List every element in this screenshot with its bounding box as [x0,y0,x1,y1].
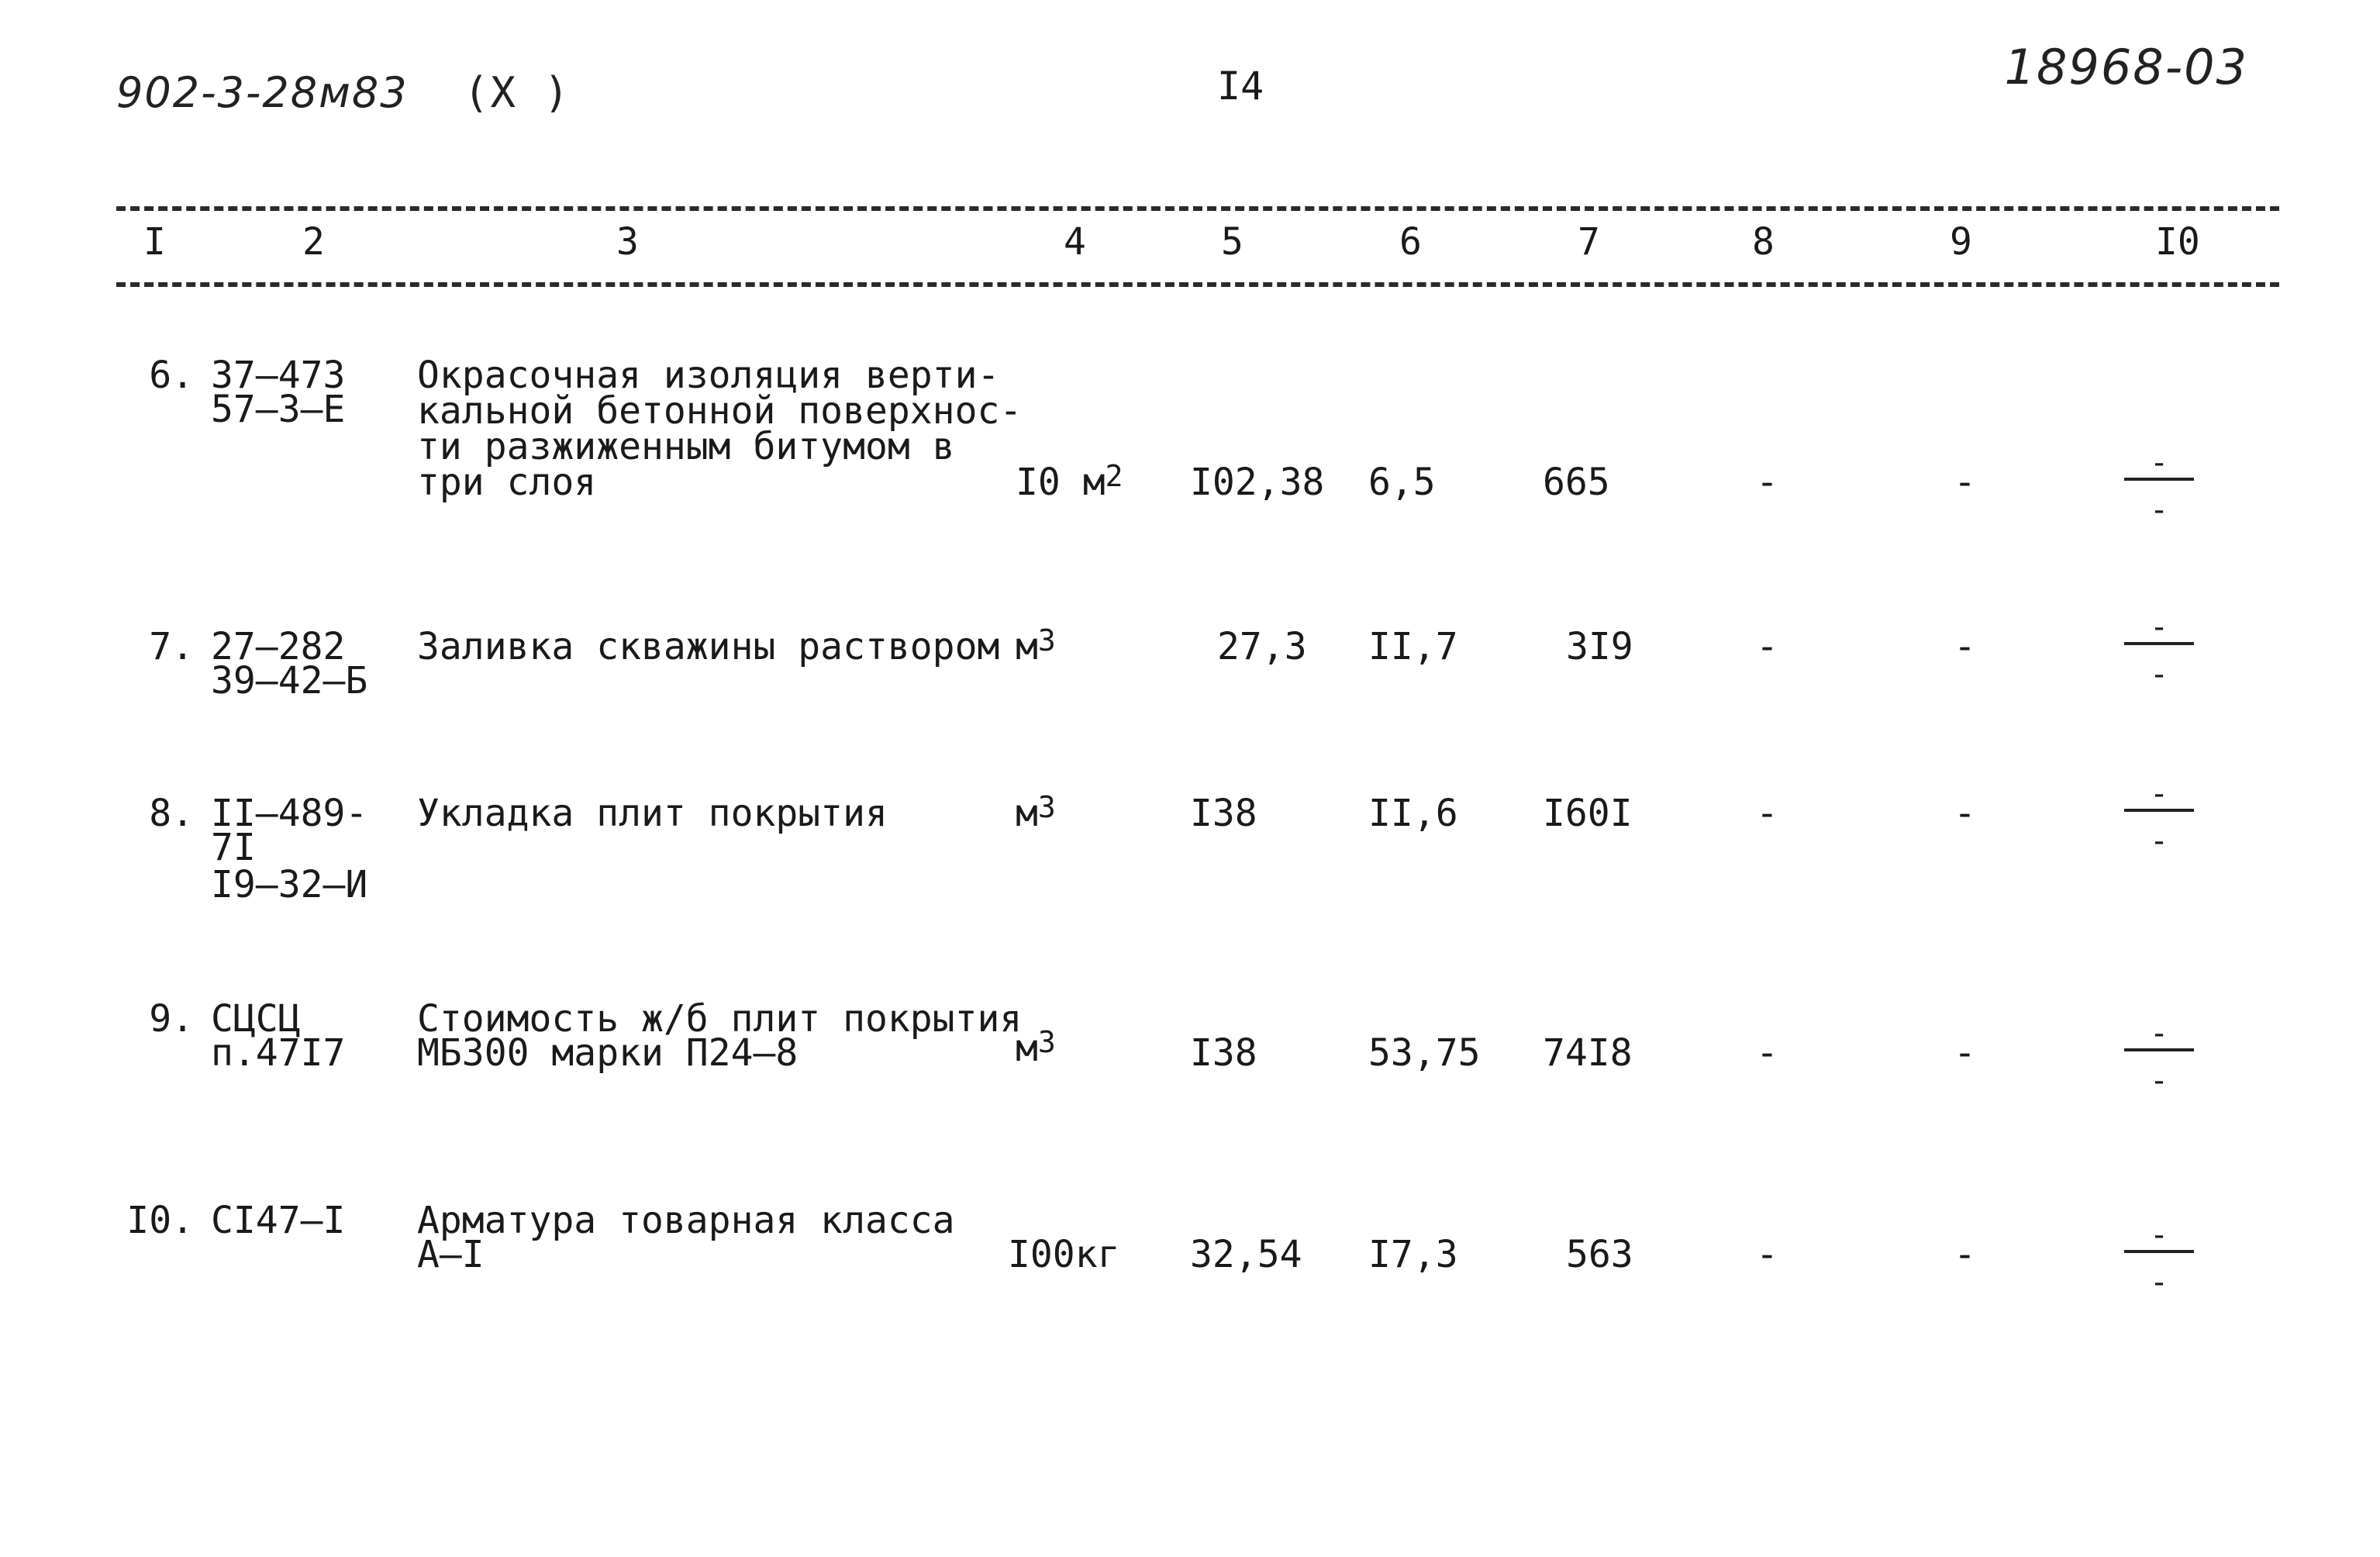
col5-value: 27,3 [1217,625,1307,668]
description: МБ300 марки П24–8 [417,1031,799,1075]
ref-code: 37–473 [211,354,346,397]
header-rule-top [116,206,2279,211]
project-code: 902-3-28м83 [116,68,409,117]
row-number: 6. [149,354,194,397]
row-number: 7. [149,625,194,668]
unit-base: м [1016,625,1038,668]
unit [1008,1233,1120,1276]
description: три слоя [417,461,597,504]
col9-value: - [1954,1233,1976,1276]
description: Стоимость ж/б плит покрытия [417,997,1023,1041]
description: Окрасочная изоляция верти- [417,354,1000,397]
col10-bottom: - [2149,492,2169,528]
unit [1016,790,1056,835]
col-header-6: 6 [1399,220,1422,264]
col10-fraction [2124,445,2194,529]
col9-value: - [1954,461,1976,504]
row-number: I0. [126,1199,194,1242]
page-number: I4 [1217,64,1264,109]
col10-fraction [2124,776,2194,860]
col10-top: - [2124,622,2194,645]
col10-bottom: - [2149,1265,2169,1300]
col9-value: - [1954,1031,1976,1075]
unit-exponent: 3 [1037,1025,1056,1059]
unit-base: I00кг [1008,1233,1120,1276]
description: кальной бетонной поверхнос- [417,389,1023,433]
col5-value: 32,54 [1190,1233,1302,1276]
col-header-7: 7 [1578,220,1600,264]
ref-code: п.47I7 [211,1031,346,1075]
col10-fraction [2124,609,2194,693]
col8-value: - [1756,792,1778,835]
description: А–I [417,1233,485,1276]
col7-value: 563 [1566,1233,1633,1276]
col10-top: - [2124,1230,2194,1253]
unit-exponent: 2 [1105,459,1123,493]
col-header-8: 8 [1752,220,1775,264]
ref-code: II–489- [211,792,368,835]
unit [1016,1025,1056,1070]
col8-value: - [1756,1233,1778,1276]
unit [1016,623,1056,668]
col6-value: 53,75 [1368,1031,1481,1075]
col-header-4: 4 [1064,220,1086,264]
ref-code: СI47–I [211,1199,346,1242]
description: Заливка скважины раствором [417,625,1000,668]
col8-value: - [1756,1031,1778,1075]
col6-value: II,6 [1368,792,1458,835]
document-number: 18968-03 [2004,39,2248,95]
col10-fraction [2124,1016,2194,1100]
col-header-2: 2 [302,220,325,264]
revision-mark: (X ) [464,68,571,117]
row-number: 8. [149,792,194,835]
col9-value: - [1954,792,1976,835]
col5-value: I02,38 [1190,461,1325,504]
unit-exponent: 3 [1037,623,1056,658]
row-number: 9. [149,997,194,1041]
ref-code: 57–3–Е [211,388,346,431]
col7-value: I60I [1543,792,1633,835]
col10-bottom: - [2149,1063,2169,1099]
col10-bottom: - [2149,823,2169,859]
col5-value: I38 [1190,1031,1257,1075]
col6-value: I7,3 [1368,1233,1458,1276]
description: ти разжиженным битумом в [417,425,955,468]
col8-value: - [1756,461,1778,504]
unit-base: I0 м [1016,461,1105,504]
ref-code: 7I [211,826,256,869]
col6-value: 6,5 [1368,461,1436,504]
col7-value: 665 [1543,461,1610,504]
unit [1016,459,1123,504]
col6-value: II,7 [1368,625,1458,668]
col8-value: - [1756,625,1778,668]
col-header-1: I [143,220,166,264]
col10-bottom: - [2149,657,2169,692]
col5-value: I38 [1190,792,1257,835]
ref-code: 27–282 [211,625,346,668]
col-header-5: 5 [1221,220,1243,264]
col-header-9: 9 [1950,220,1972,264]
description: Укладка плит покрытия [417,792,888,835]
header-rule-bottom [116,282,2279,287]
col-header-10: I0 [2155,220,2200,264]
col10-fraction [2124,1217,2194,1301]
ref-code: 39–42–Б [211,659,368,703]
unit-base: м [1016,1027,1038,1070]
col10-top: - [2124,457,2194,481]
col7-value: 74I8 [1543,1031,1633,1075]
col10-top: - [2124,789,2194,812]
ref-code: СЦСЦ [211,997,301,1041]
ref-code: I9–32–И [211,863,368,906]
col-header-3: 3 [616,220,639,264]
unit-base: м [1016,792,1038,835]
col10-top: - [2124,1028,2194,1051]
description: Арматура товарная класса [417,1199,955,1242]
col7-value: 3I9 [1566,625,1633,668]
unit-exponent: 3 [1037,790,1056,824]
col9-value: - [1954,625,1976,668]
